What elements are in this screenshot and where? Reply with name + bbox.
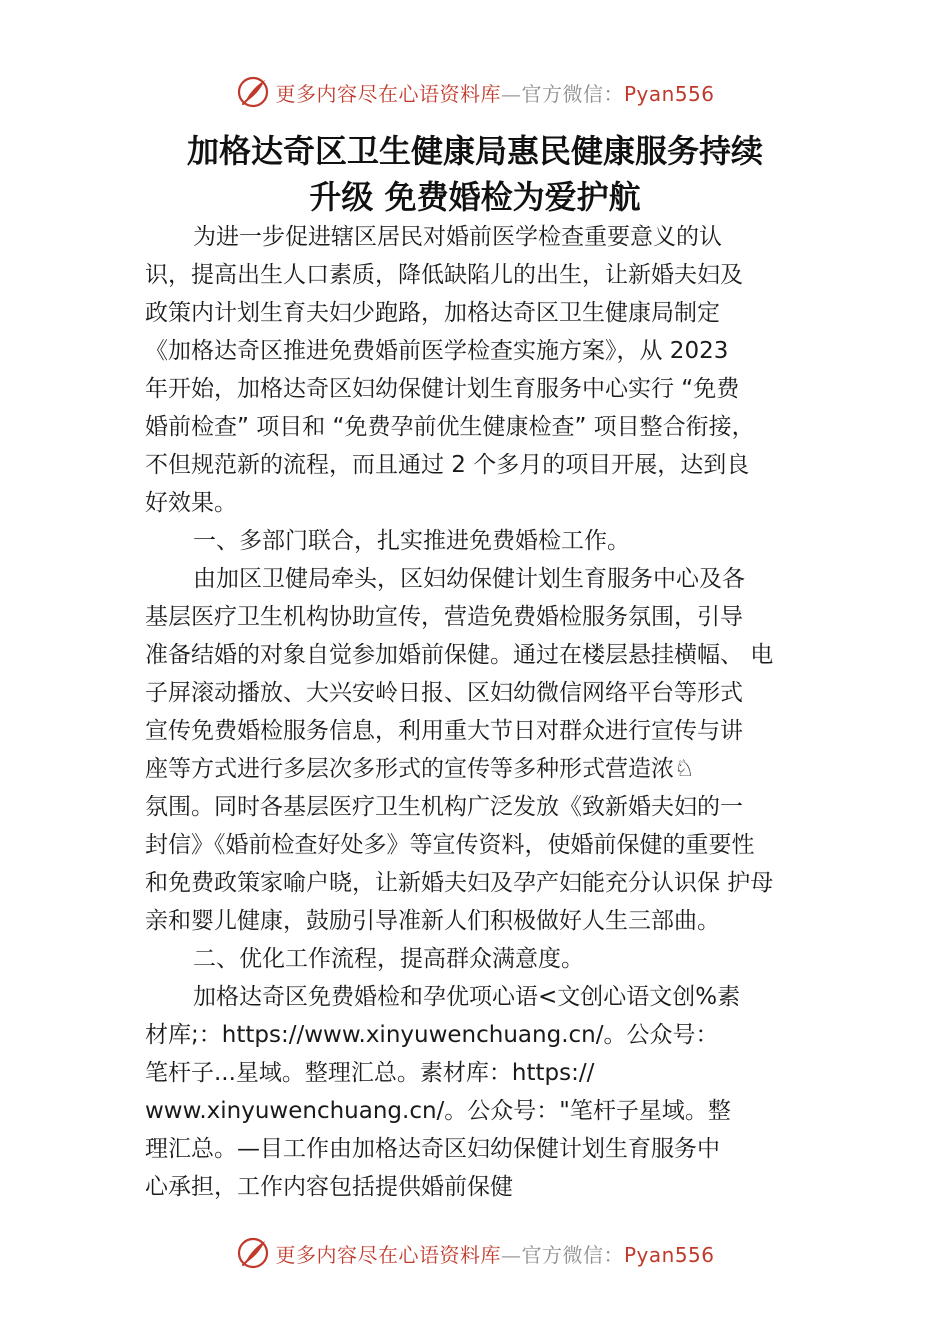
feather-pen-logo-icon <box>235 1235 271 1271</box>
banner-slogan: 更多内容尽在心语资料库 <box>275 81 501 106</box>
body-line: 准备结婚的对象自觉参加婚前保健。通过在楼层悬挂横幅、 电 <box>145 642 774 668</box>
body-line: 亲和婴儿健康，鼓励引导准新人们积极做好人生三部曲。 <box>145 908 720 934</box>
body-line: 子屏滚动播放、大兴安岭日报、区妇幼微信网络平台等形式 <box>145 680 743 706</box>
body-line: 基层医疗卫生机构协助宣传，营造免费婚检服务氛围，引导 <box>145 604 743 630</box>
body-line: 政策内计划生育夫妇少跑路，加格达奇区卫生健康局制定 <box>145 300 720 326</box>
banner-wechat-label: 官方微信： <box>521 81 624 106</box>
banner-wechat-id: Pyan556 <box>623 81 715 106</box>
body-line: 座等方式进行多层次多形式的宣传等多种形式营造浓♘ <box>145 756 695 782</box>
body-line: 年开始，加格达奇区妇幼保健计划生育服务中心实行 “免费 <box>145 376 740 402</box>
document-body <box>145 218 835 1206</box>
body-line: 二、优化工作流程，提高群众满意度。 <box>193 946 584 972</box>
body-line: 《加格达奇区推进免费婚前医学检查实施方案》，从 2023 <box>145 338 729 364</box>
banner-wechat-label: 官方微信： <box>521 1242 624 1267</box>
body-line: 好效果。 <box>145 490 237 516</box>
body-line: 婚前检查” 项目和 “免费孕前优生健康检查” 项目整合衔接， <box>145 414 755 440</box>
document-title-line-1: 加格达奇区卫生健康局惠民健康服务持续 <box>186 132 763 170</box>
body-line: 氛围。同时各基层医疗卫生机构广泛发放《致新婚夫妇的一 <box>145 794 743 820</box>
banner-separator: — <box>500 81 522 106</box>
header-watermark-banner <box>0 72 950 112</box>
body-line: 加格达奇区免费婚检和孕优项心语<文创心语文创%素 <box>193 984 741 1010</box>
body-line: 一、多部门联合，扎实推进免费婚检工作。 <box>193 528 630 554</box>
body-line: 宣传免费婚检服务信息，利用重大节日对群众进行宣传与讲 <box>145 718 743 744</box>
body-line: 封信》《婚前检查好处多》等宣传资料，使婚前保健的重要性 <box>145 832 755 858</box>
footer-watermark-banner <box>0 1233 950 1273</box>
body-line: 不但规范新的流程，而且通过 2 个多月的项目开展，达到良 <box>145 452 750 478</box>
body-line: 识，提高出生人口素质，降低缺陷儿的出生，让新婚夫妇及 <box>145 262 743 288</box>
body-line: 笔杆子...星域。整理汇总。素材库：https:// <box>145 1060 595 1086</box>
banner-separator: — <box>500 1242 522 1267</box>
body-line: www.xinyuwenchuang.cn/。公众号："笔杆子星域。整 <box>145 1098 731 1124</box>
body-line: 和免费政策家喻户晓，让新婚夫妇及孕产妇能充分认识保 护母 <box>145 870 774 896</box>
feather-pen-logo-icon <box>235 74 271 110</box>
document-title-line-2: 升级 免费婚检为爱护航 <box>309 178 641 216</box>
body-line: 由加区卫健局牵头，区妇幼保健计划生育服务中心及各 <box>193 566 745 592</box>
body-line: 材库;：https://www.xinyuwenchuang.cn/。公众号： <box>145 1022 719 1048</box>
banner-wechat-id: Pyan556 <box>623 1242 715 1267</box>
body-line: 心承担，工作内容包括提供婚前保健 <box>145 1174 513 1200</box>
body-line: 为进一步促进辖区居民对婚前医学检查重要意义的认 <box>193 224 722 250</box>
banner-slogan: 更多内容尽在心语资料库 <box>275 1242 501 1267</box>
body-line: 理汇总。—目工作由加格达奇区妇幼保健计划生育服务中 <box>145 1136 720 1162</box>
